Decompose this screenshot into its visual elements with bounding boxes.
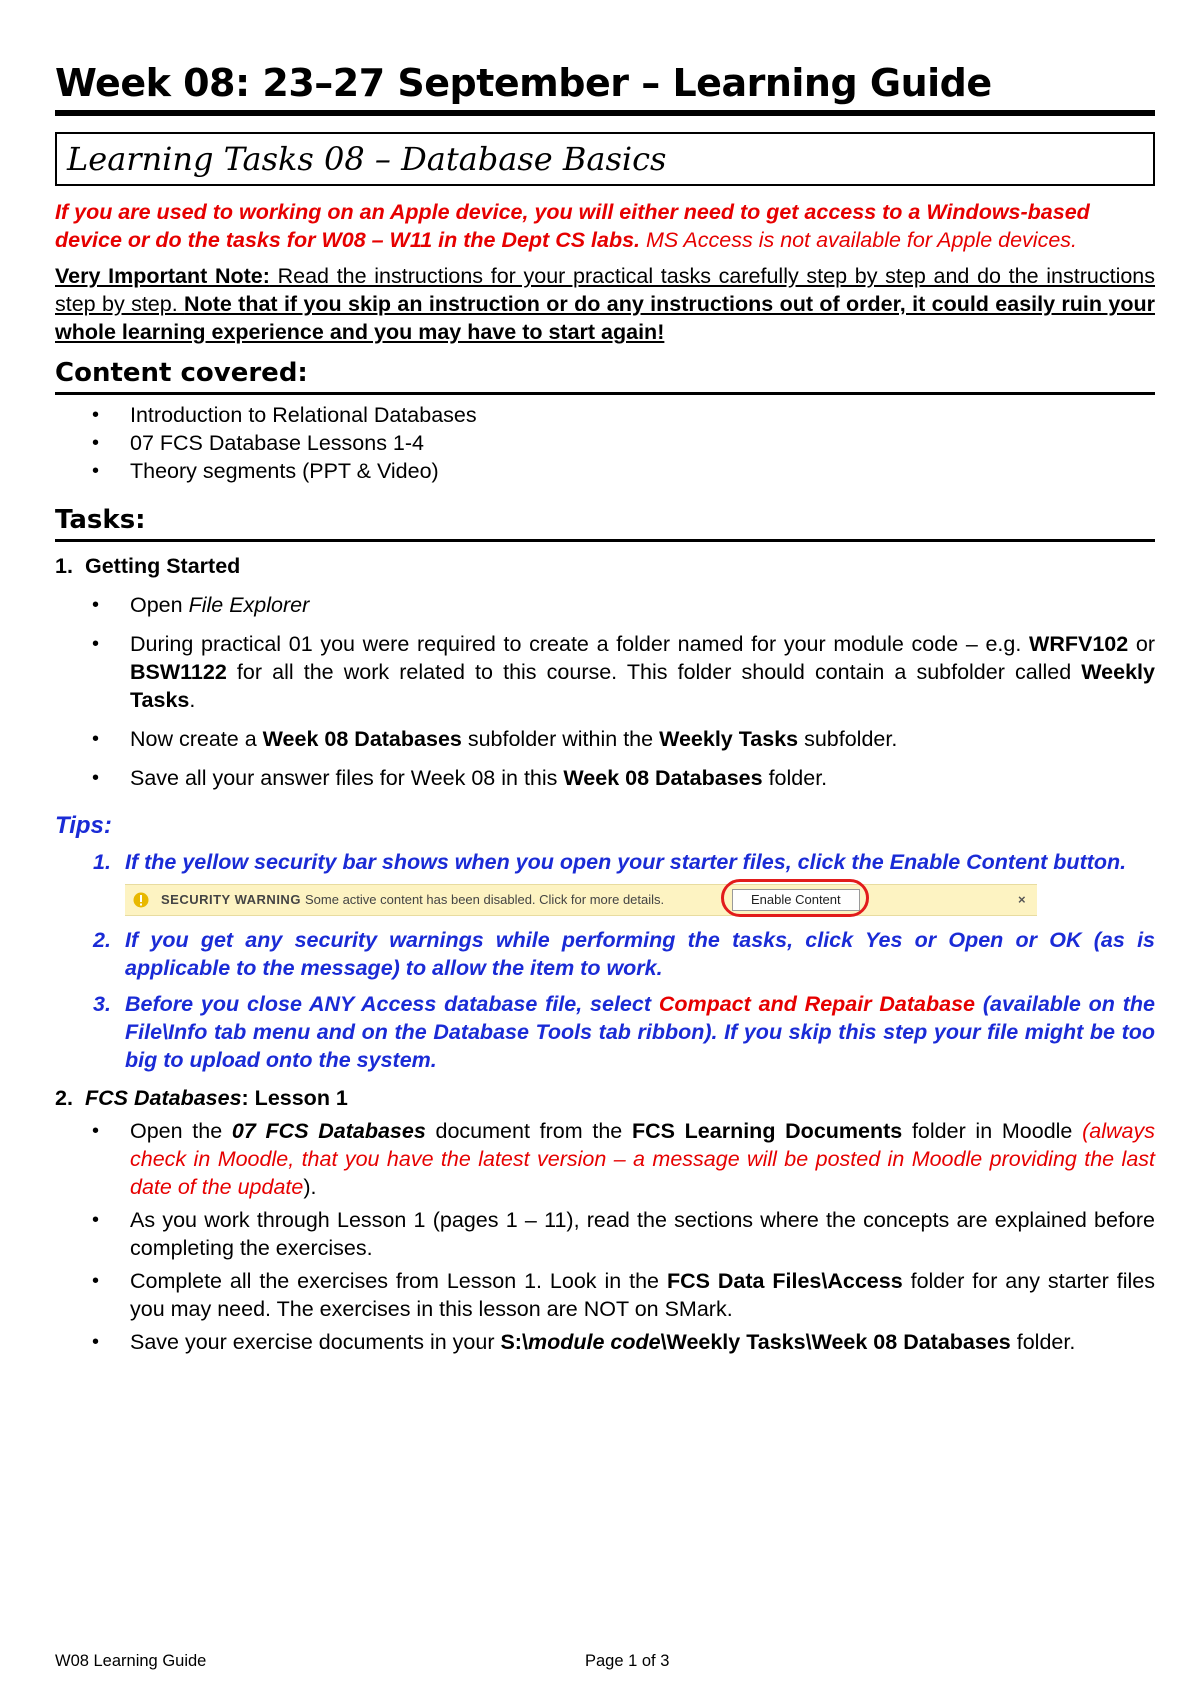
text: for all the work related to this course. This folder should contain a subfolder called (226, 660, 1082, 684)
content-list (55, 401, 1155, 485)
apple-warning (55, 198, 1155, 254)
tip-text: Before you close ANY Access database file, select (125, 992, 659, 1016)
path-text: \Weekly Tasks\Week 08 Databases (660, 1330, 1011, 1354)
list-item (55, 764, 1155, 792)
list-item: • 07 FCS Database Lessons 1-4 (55, 429, 1155, 457)
list-item: • As you work through Lesson 1 (pages 1 – 11), read the sections where the concepts are explained before completing the exercises. (55, 1206, 1155, 1262)
apple-warning-normal: MS Access is not available for Apple devices. (640, 228, 1078, 252)
tip-text: If the yellow security bar shows when you open your starter files, click the Enable Content button. (125, 850, 1127, 874)
content-heading: Content covered: (55, 356, 1155, 395)
text: ). (303, 1175, 317, 1199)
module-code-2: BSW1122 (130, 660, 227, 684)
important-note (55, 262, 1155, 346)
list-item (55, 591, 1155, 619)
text: document from the (425, 1119, 632, 1143)
path-text: S:\ (500, 1330, 528, 1354)
tips-list (55, 848, 1155, 876)
highlight-circle (721, 879, 869, 917)
path-text: module code (527, 1330, 661, 1354)
task1-number: 1. (55, 554, 73, 578)
text: folder. (762, 766, 828, 790)
text: During practical 01 you were required to create a folder named for your module code – e.g. (130, 632, 1030, 656)
list-item (55, 1328, 1155, 1356)
text: Complete all the exercises from Lesson 1. Look in the (130, 1269, 667, 1293)
important-note-text: Read the instructions for your practical tasks carefully step by step and do the instructions step by step. (55, 264, 1156, 316)
task2-title-rest: : Lesson 1 (241, 1086, 348, 1110)
close-icon[interactable]: × (1018, 892, 1026, 907)
text: folder for any starter files you may need. The exercises in this lesson are NOT on SMark. (130, 1269, 1155, 1321)
text: Open the (130, 1119, 232, 1143)
file-explorer-text: File Explorer (188, 593, 310, 617)
tips-list-continued (55, 926, 1155, 1074)
task1-list (55, 591, 1155, 792)
security-warning-message[interactable]: Some active content has been disabled. Click for more details. (305, 892, 665, 907)
tip-text: (available on the File\Info tab menu and on the Database Tools tab ribbon). If you skip this step your file might be too big to upload onto the system. (125, 992, 1155, 1072)
text: subfolder. (798, 727, 898, 751)
version-note: (always check in Moodle, that you have the latest version – a message will be posted in Moodle providing the last date of the update (130, 1119, 1155, 1199)
tip-item (55, 990, 1155, 1074)
task2-number: 2. (55, 1086, 73, 1110)
folder-name: Week 08 Databases (262, 727, 462, 751)
list-item (55, 725, 1155, 753)
document-name: 07 FCS Databases (231, 1119, 426, 1143)
apple-warning-bold: If you are used to working on an Apple device, you will either need to get access to a Windows-based device or do the tasks for W08 – W11 in the Dept CS labs. (55, 200, 1090, 252)
module-code-1: WRFV102 (1029, 632, 1129, 656)
folder-name: Weekly Tasks (659, 727, 799, 751)
weekly-tasks-text: Weekly Tasks (130, 660, 1155, 712)
footer-left: W08 Learning Guide (55, 1652, 207, 1670)
list-item (55, 1117, 1155, 1201)
text: folder. (1010, 1330, 1076, 1354)
enable-content-button[interactable]: Enable Content (732, 889, 860, 911)
list-item: • Theory segments (PPT & Video) (55, 457, 1155, 485)
text: Save your exercise documents in your (130, 1330, 501, 1354)
tips-label: Tips: (55, 812, 112, 839)
task2-title-italic: FCS Databases (85, 1086, 242, 1110)
tasks-heading: Tasks: (55, 503, 1155, 542)
text: Open (130, 593, 189, 617)
text: Save all your answer files for Week 08 in this (130, 766, 564, 790)
page-number: Page 1 of 3 (585, 1652, 670, 1670)
tip-item (55, 848, 1155, 876)
task2-list (55, 1117, 1155, 1356)
list-item (55, 630, 1155, 714)
text: . (189, 688, 196, 712)
list-item (55, 1267, 1155, 1323)
tip-item (55, 926, 1155, 982)
tip-number: 2. (93, 928, 111, 952)
list-item: • Introduction to Relational Databases (55, 401, 1155, 429)
task1-heading (55, 552, 1155, 580)
tip-text: If you get any security warnings while performing the tasks, click Yes or Open or OK (as is applicable to the message) to allow the item to work. (125, 928, 1155, 980)
task1-title: Getting Started (85, 554, 241, 578)
important-note-bold: Note that if you skip an instruction or do any instructions out of order, it could easily ruin your whole learning experience and you may have to start again! (55, 292, 1155, 344)
page-title: Week 08: 23–27 September – Learning Guide (55, 58, 1155, 116)
text: Now create a (130, 727, 263, 751)
subtitle: Learning Tasks 08 – Database Basics (67, 140, 667, 178)
subtitle-box (55, 132, 1155, 186)
folder-name: Week 08 Databases (563, 766, 763, 790)
security-warning-bar (125, 884, 1037, 916)
tip-number: 3. (93, 992, 111, 1016)
tip-number: 1. (93, 850, 111, 874)
task2-heading (55, 1084, 1155, 1112)
warning-icon (133, 892, 149, 908)
security-warning-label: SECURITY WARNING (161, 892, 301, 907)
compact-repair-text: Compact and Repair Database (658, 992, 976, 1016)
text: subfolder within the (461, 727, 660, 751)
important-note-label: Very Important Note: (55, 264, 270, 288)
folder-name: FCS Data Files\Access (666, 1269, 903, 1293)
document-page (55, 58, 1155, 1356)
text: folder in Moodle (902, 1119, 1083, 1143)
folder-name: FCS Learning Documents (631, 1119, 903, 1143)
text: or (1128, 632, 1155, 656)
